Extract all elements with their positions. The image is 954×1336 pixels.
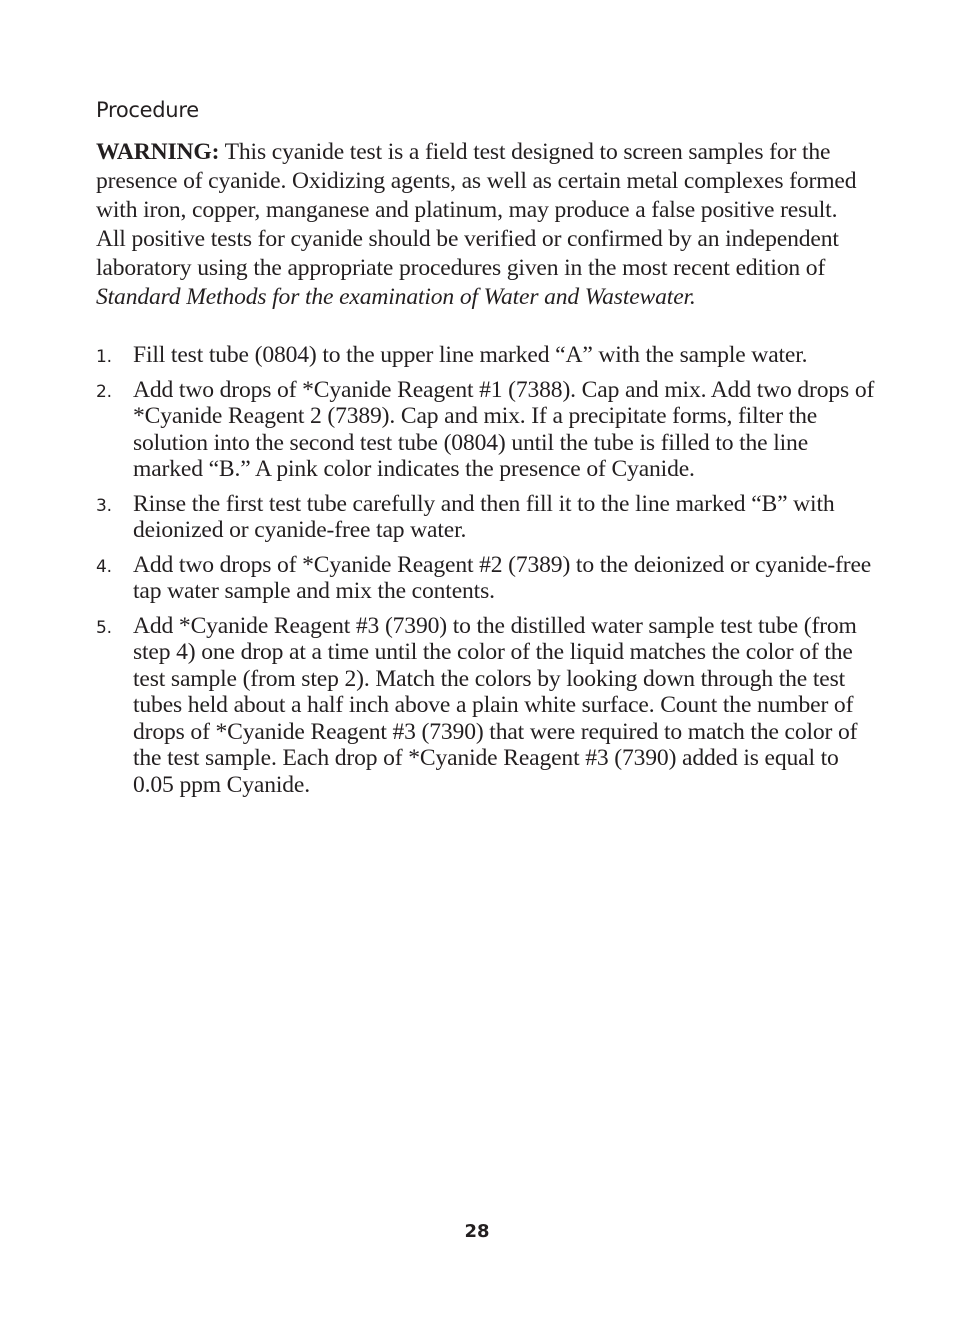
step-text: Add two drops of *Cyanide Reagent #1 (7388). Cap and mix. Add two drops of *Cyanide Reagent 2 (7389). Cap and mix. If a precipitate forms, filter the solution into the second test tube (0804) until the tube is filled to the line marked “B.” A pink color indicates the presence of Cyanide.	[133, 376, 875, 482]
warning-label: WARNING:	[96, 139, 220, 165]
step-text: Fill test tube (0804) to the upper line marked “A” with the sample water.	[133, 342, 808, 368]
step-text: Rinse the first test tube carefully and then fill it to the line marked “B” with deionized or cyanide-free tap water.	[133, 490, 835, 543]
procedure-steps	[96, 342, 876, 806]
step-number: 3.	[96, 495, 112, 516]
step-item	[96, 342, 876, 369]
step-number: 2.	[96, 381, 112, 402]
page-number: 28	[464, 1221, 490, 1242]
step-item	[96, 377, 876, 483]
step-number: 5.	[96, 617, 112, 638]
step-item	[96, 613, 876, 799]
warning-text: This cyanide test is a field test designed to screen samples for the presence of cyanide. Oxidizing agents, as well as certain metal complexes formed with iron, copper, manganese and platinum, may produce a false positive result. All positive tests for cyanide should be verified or confirmed by an independent laboratory using the appropriate procedures given in the most recent edition of	[96, 139, 857, 282]
step-text: Add *Cyanide Reagent #3 (7390) to the distilled water sample test tube (from step 4) one drop at a time until the color of the liquid matches the color of the test sample (from step 2). Match the colors by looking down through the test tubes held about a half inch above a plain white surface. Count the number of drops of *Cyanide Reagent #3 (7390) that were required to match the color of the test sample. Each drop of *Cyanide Reagent #3 (7390) added is equal to 0.05 ppm Cyanide.	[133, 612, 858, 798]
step-text: Add two drops of *Cyanide Reagent #2 (7389) to the deionized or cyanide-free tap water sample and mix the contents.	[133, 551, 872, 604]
step-item	[96, 552, 876, 605]
reference-title: Standard Methods for the examination of Water and Wastewater.	[96, 284, 696, 311]
warning-paragraph	[96, 138, 866, 313]
step-number: 1.	[96, 347, 112, 367]
section-heading: Procedure	[96, 98, 199, 122]
step-number: 4.	[96, 556, 112, 577]
step-item	[96, 491, 876, 544]
